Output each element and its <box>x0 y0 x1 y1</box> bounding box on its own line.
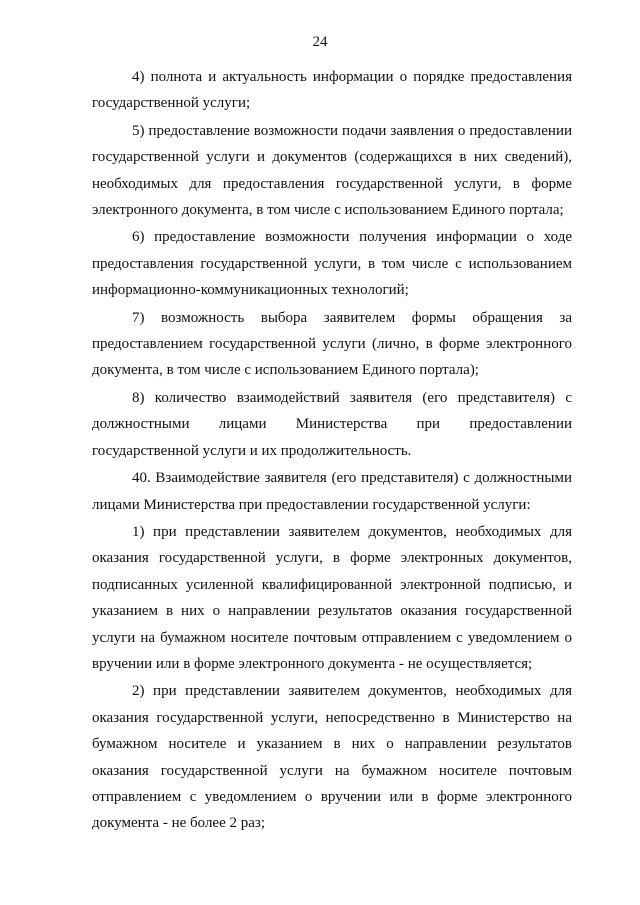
paragraph-item-7: 7) возможность выбора заявителем формы обращения за предоставлением государственной услуги (лично, в форме электронного документа, в том числе с использованием Единого портала); <box>92 309 572 379</box>
paragraph-item-5: 5) предоставление возможности подачи заявления о предоставлении государственной услуги и документов (содержащихся в них сведений), необходимых для предоставления государственной услуги, в форме электронного документа, в том числе с использованием Единого портала; <box>92 122 572 219</box>
document-body <box>92 64 572 838</box>
page-number: 24 <box>312 34 328 50</box>
paragraph-section-40: 40. Взаимодействие заявителя (его представителя) с должностными лицами Министерства при предоставлении государственной услуги: <box>92 470 572 513</box>
paragraph-subitem-1: 1) при представлении заявителем документов, необходимых для оказания государственной услуги, в форме электронных документов, подписанных усиленной квалифицированной электронной подписью, и указанием в них о направлении результатов оказания государственной услуги на бумажном носителе почтовым отправлением с уведомлением о вручении или в форме электронного документа - не осуществляется; <box>92 523 572 672</box>
paragraph-subitem-2: 2) при представлении заявителем документов, необходимых для оказания государственной услуги, непосредственно в Министерство на бумажном носителе и указанием в них о направлении результатов оказания государственной услуги на бумажном носителе почтовым отправлением с уведомлением о вручении или в форме электронного документа - не более 2 раз; <box>92 683 572 832</box>
paragraph-item-6: 6) предоставление возможности получения информации о ходе предоставления государственной услуги, в том числе с использованием информационно-коммуникационных технологий; <box>92 229 572 299</box>
paragraph-item-4: 4) полнота и актуальность информации о порядке предоставления государственной услуги; <box>92 69 572 112</box>
paragraph-item-8: 8) количество взаимодействий заявителя (его представителя) с должностными лицами Министерства при предоставлении государственной услуги и их продолжительность. <box>92 389 572 459</box>
